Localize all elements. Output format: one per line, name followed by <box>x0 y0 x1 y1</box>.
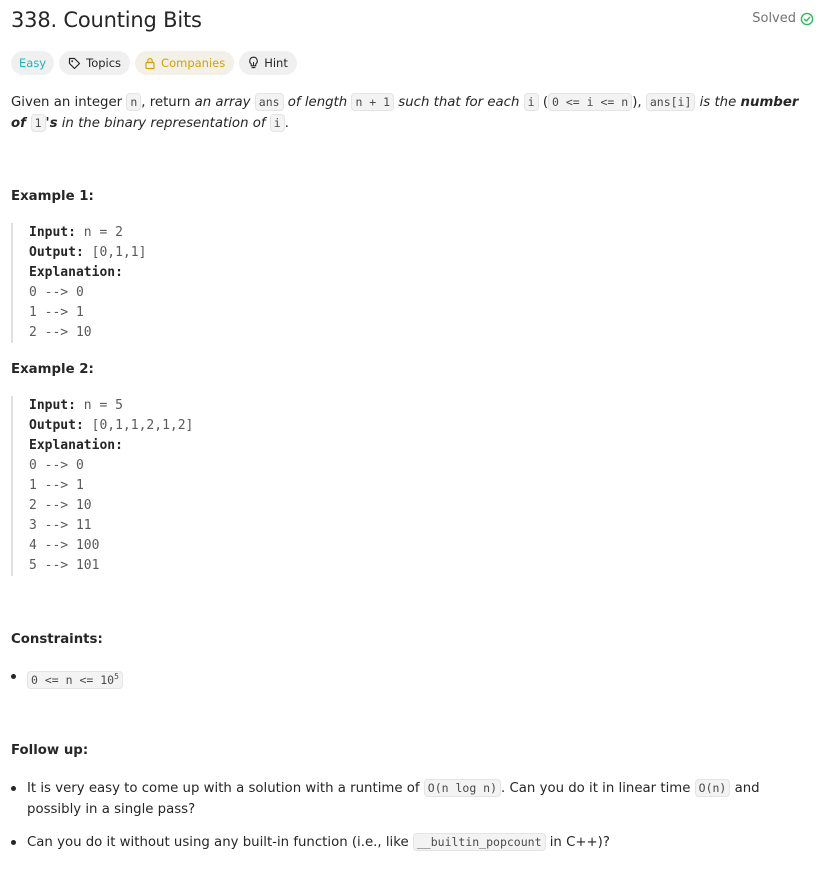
explanation-line: 0 --> 0 <box>29 285 84 300</box>
statement-emphasis: is the <box>695 95 741 110</box>
inline-code: n + 1 <box>351 93 394 111</box>
explanation-line: 2 --> 10 <box>29 498 92 513</box>
statement-emphasis: such that for each <box>394 95 524 110</box>
output-value: [0,1,1,2,1,2] <box>83 418 194 433</box>
follow-up-text: Can you do it without using any built-in function (i.e., like <box>27 835 413 850</box>
difficulty-badge <box>11 51 54 75</box>
statement-text: , return <box>141 95 195 110</box>
companies-label: Companies <box>161 56 226 70</box>
statement-emphasis: in the binary representation of <box>57 116 270 131</box>
example-1-block <box>11 223 146 343</box>
follow-up-item <box>11 778 811 820</box>
example-2-heading: Example 2: <box>11 362 94 377</box>
check-circle-icon <box>800 12 814 26</box>
input-value: n = 2 <box>75 225 123 240</box>
output-label: Output: <box>29 418 84 433</box>
statement-strong: 's <box>45 116 58 131</box>
output-label: Output: <box>29 245 84 260</box>
tag-icon <box>68 57 81 70</box>
topics-label: Topics <box>86 56 122 70</box>
statement-emphasis: of length <box>283 95 352 110</box>
lock-icon <box>144 57 156 70</box>
follow-up-text: It is very easy to come up with a solution with a runtime of <box>27 781 424 796</box>
constraints-heading: Constraints: <box>11 632 103 647</box>
explanation-line: 0 --> 0 <box>29 458 84 473</box>
follow-up-text: in C++)? <box>545 835 610 850</box>
statement-text: ), <box>632 95 646 110</box>
explanation-line: 1 --> 1 <box>29 478 84 493</box>
statement-strong: number of <box>11 95 799 131</box>
inline-code: O(n log n) <box>424 779 501 797</box>
inline-code: ans <box>255 93 284 111</box>
title-row <box>11 4 816 38</box>
statement-text: Given an integer <box>11 95 127 110</box>
hint-button[interactable] <box>239 51 297 75</box>
constraint-item <box>11 666 811 691</box>
solved-status <box>752 11 814 26</box>
example-2-block <box>11 396 193 576</box>
example-1-heading: Example 1: <box>11 189 94 204</box>
problem-title[interactable]: 338. Counting Bits <box>11 8 202 32</box>
constraint-code: 0 <= n <= 10 <box>31 672 115 687</box>
follow-up-list <box>11 778 811 853</box>
input-label: Input: <box>29 398 76 413</box>
inline-code: 0 <= i <= n <box>548 93 632 111</box>
problem-statement <box>11 92 811 134</box>
inline-code: __builtin_popcount <box>413 833 546 851</box>
statement-emphasis: an array <box>194 95 255 110</box>
explanation-label: Explanation: <box>29 438 123 453</box>
follow-up-text: and possibly in a single pass? <box>27 781 760 817</box>
statement-text: ( <box>538 95 549 110</box>
output-value: [0,1,1] <box>83 245 147 260</box>
companies-button[interactable] <box>135 51 234 75</box>
follow-up-item <box>11 832 811 853</box>
difficulty-label: Easy <box>19 56 47 70</box>
statement-text: . <box>284 116 289 131</box>
inline-code: i <box>270 114 285 132</box>
input-value: n = 5 <box>75 398 123 413</box>
inline-code: i <box>524 93 539 111</box>
constraints-list <box>11 666 811 691</box>
inline-code: ans[i] <box>646 93 696 111</box>
constraint-exponent: 5 <box>114 672 119 681</box>
solved-label: Solved <box>752 11 796 26</box>
explanation-line: 3 --> 11 <box>29 518 92 533</box>
inline-code: O(n) <box>695 779 731 797</box>
explanation-line: 4 --> 100 <box>29 538 100 553</box>
inline-code <box>27 671 123 689</box>
explanation-label: Explanation: <box>29 265 123 280</box>
hint-label: Hint <box>264 56 288 70</box>
inline-code: n <box>126 93 141 111</box>
follow-up-heading: Follow up: <box>11 743 89 758</box>
explanation-line: 5 --> 101 <box>29 558 100 573</box>
topics-button[interactable] <box>59 51 130 75</box>
explanation-line: 2 --> 10 <box>29 325 92 340</box>
follow-up-text: . Can you do it in linear time <box>501 781 695 796</box>
problem-tags <box>11 51 297 75</box>
lightbulb-icon <box>248 56 259 70</box>
inline-code: 1 <box>31 114 46 132</box>
input-label: Input: <box>29 225 76 240</box>
explanation-line: 1 --> 1 <box>29 305 84 320</box>
